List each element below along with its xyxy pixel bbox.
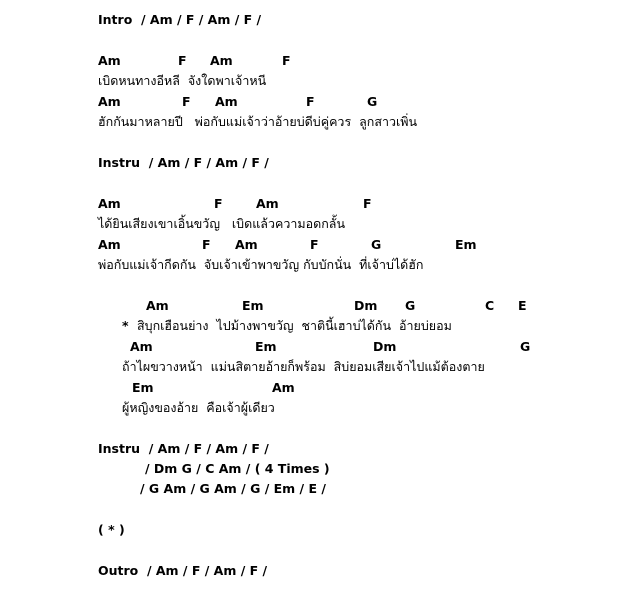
chord: F xyxy=(202,237,211,252)
chord: G xyxy=(520,339,531,354)
intro-line: Intro / Am / F / Am / F / xyxy=(98,12,262,27)
instru-line: / G Am / G Am / G / Em / E / xyxy=(140,481,326,496)
chord: Em xyxy=(132,380,154,395)
lyric-line: ได้ยินเสียงเขาเอิ้นขวัญ เบิดแล้วความอดกลั้น xyxy=(98,216,345,231)
chord: F xyxy=(363,196,372,211)
lyric-line: ผู้หญิงของอ้าย คือเจ้าผู้เดียว xyxy=(122,400,275,415)
chord: Am xyxy=(130,339,153,354)
chord: F xyxy=(310,237,319,252)
chord: Dm xyxy=(354,298,378,313)
chord: G xyxy=(405,298,416,313)
chord: Am xyxy=(98,196,121,211)
chord: Dm xyxy=(373,339,397,354)
chord: Am xyxy=(210,53,233,68)
lyric-line: สิบุกเฮือนย่าง ไปม้างพาขวัญ ชาตินี้เฮาบ่ได้กัน อ้ายบ่ยอม xyxy=(137,318,452,333)
chord: Am xyxy=(256,196,279,211)
lyric-line: ฮักกันมาหลายปี พ่อกับแม่เจ้าว่าอ้ายบ่ดีบ่คู่ควร ลูกสาวเพิ่น xyxy=(98,114,418,129)
outro-line: Outro / Am / F / Am / F / xyxy=(98,563,268,578)
chord: Em xyxy=(255,339,277,354)
chord: F xyxy=(182,94,191,109)
lyric-line: เบิดหนทางอีหลี จังใดพาเจ้าหนี xyxy=(98,73,267,88)
chord: G xyxy=(371,237,382,252)
chord: Am xyxy=(235,237,258,252)
chord: F xyxy=(178,53,187,68)
instru-line: Instru / Am / F / Am / F / xyxy=(98,441,269,456)
chord: E xyxy=(518,298,527,313)
chord: Am xyxy=(98,53,121,68)
chord: Am xyxy=(146,298,169,313)
instru-line: / Dm G / C Am / ( 4 Times ) xyxy=(145,461,330,476)
repeat-marker: ( * ) xyxy=(98,522,125,537)
chord: Em xyxy=(242,298,264,313)
chord: F xyxy=(214,196,223,211)
chord: Am xyxy=(272,380,295,395)
lyric-line: พ่อกับแม่เจ้ากีดกัน จับเจ้าเข้าพาขวัญ กับบักนั่น ที่เจ้าบ่ได้ฮัก xyxy=(98,257,424,272)
chord: F xyxy=(306,94,315,109)
chorus-marker: * xyxy=(122,318,129,333)
chord: Am xyxy=(215,94,238,109)
chord: Am xyxy=(98,94,121,109)
chord: F xyxy=(282,53,291,68)
chord: Em xyxy=(455,237,477,252)
chord: C xyxy=(485,298,495,313)
chord: Am xyxy=(98,237,121,252)
lyric-line: ถ้าไผขวางหน้า แม่นสิตายอ้ายก็พร้อม สิบ่ยอมเสียเจ้าไปแม้ต้องตาย xyxy=(122,359,485,374)
instru-line: Instru / Am / F / Am / F / xyxy=(98,155,269,170)
chord: G xyxy=(367,94,378,109)
